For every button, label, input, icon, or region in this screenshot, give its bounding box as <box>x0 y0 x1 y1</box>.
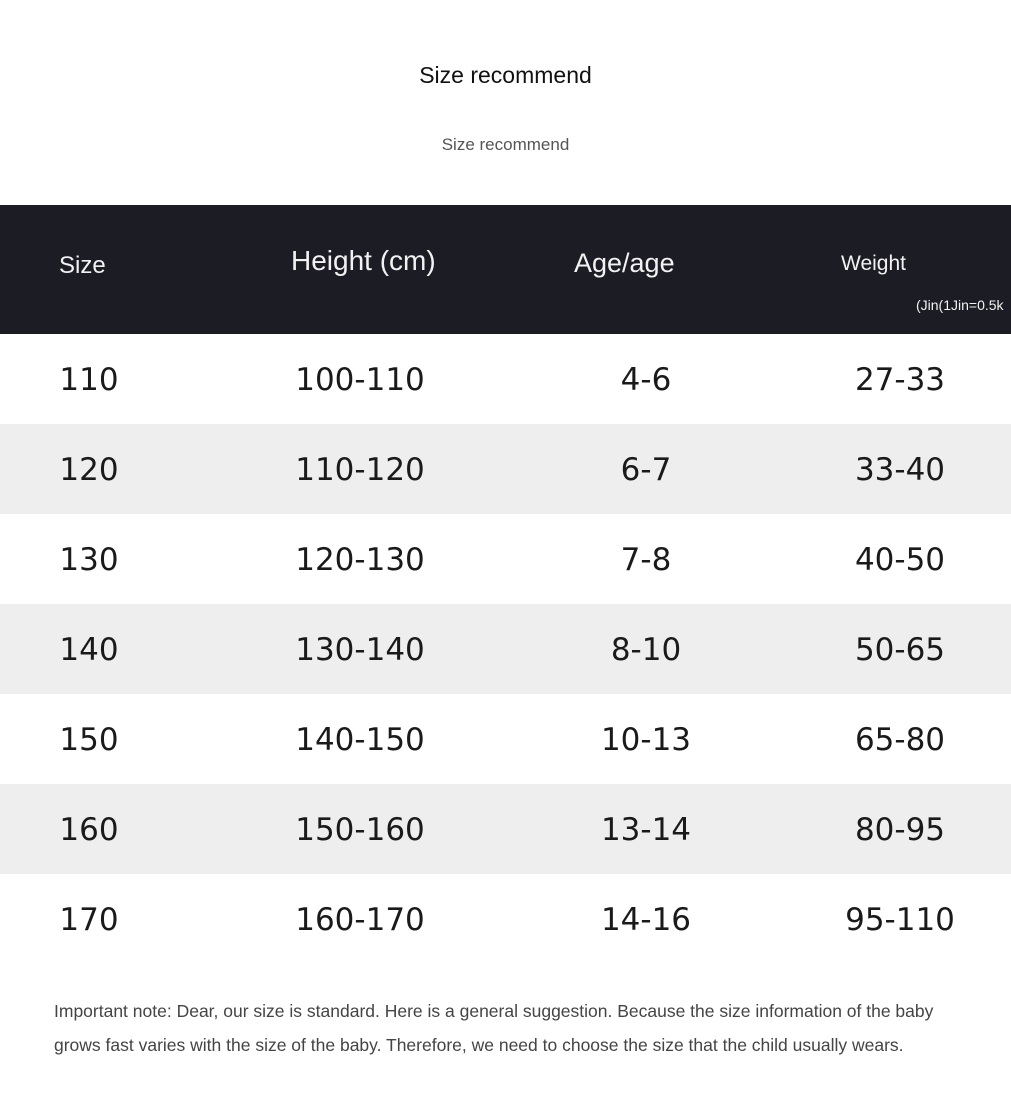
important-note: Important note: Dear, our size is standard. Here is a general suggestion. Because the size information of the baby grows fast varies with the size of the baby. Therefore, we need to choose the size that the child usually wears. <box>54 1001 934 1055</box>
cell-height: 140-150 <box>295 722 425 758</box>
cell-height: 130-140 <box>295 632 425 668</box>
page-title: Size recommend <box>419 62 592 88</box>
header-size: Size <box>59 252 106 279</box>
cell-height: 120-130 <box>295 542 425 578</box>
cell-height: 100-110 <box>295 362 425 398</box>
page-subtitle: Size recommend <box>441 135 570 154</box>
cell-size: 120 <box>59 452 119 488</box>
cell-age: 4-6 <box>620 362 672 398</box>
size-table-body <box>0 334 1011 964</box>
cell-age: 6-7 <box>620 452 672 488</box>
cell-height: 160-170 <box>295 902 425 938</box>
header-weight-unit: (Jin(1Jin=0.5k <box>916 297 1004 313</box>
cell-size: 160 <box>59 812 119 848</box>
table-row <box>0 514 1011 604</box>
cell-age: 8-10 <box>610 632 682 668</box>
cell-age: 7-8 <box>620 542 672 578</box>
cell-weight: 33-40 <box>854 452 946 488</box>
cell-height: 150-160 <box>295 812 425 848</box>
cell-weight: 50-65 <box>854 632 946 668</box>
table-header <box>0 205 1011 334</box>
table-row <box>0 784 1011 874</box>
header-weight: Weight <box>841 252 906 275</box>
cell-weight: 27-33 <box>854 362 946 398</box>
cell-weight: 65-80 <box>854 722 946 758</box>
cell-weight: 95-110 <box>845 902 955 938</box>
table-row <box>0 334 1011 424</box>
cell-weight: 40-50 <box>854 542 946 578</box>
cell-size: 110 <box>59 362 119 398</box>
cell-age: 13-14 <box>600 812 692 848</box>
cell-size: 150 <box>59 722 119 758</box>
cell-size: 140 <box>59 632 119 668</box>
cell-age: 10-13 <box>600 722 692 758</box>
table-row <box>0 694 1011 784</box>
header-height: Height (cm) <box>291 245 436 276</box>
table-row <box>0 424 1011 514</box>
cell-age: 14-16 <box>600 902 692 938</box>
cell-size: 170 <box>59 902 119 938</box>
cell-height: 110-120 <box>295 452 425 488</box>
cell-size: 130 <box>59 542 119 578</box>
table-row <box>0 874 1011 964</box>
cell-weight: 80-95 <box>854 812 946 848</box>
header-age: Age/age <box>574 248 675 278</box>
table-row <box>0 604 1011 694</box>
